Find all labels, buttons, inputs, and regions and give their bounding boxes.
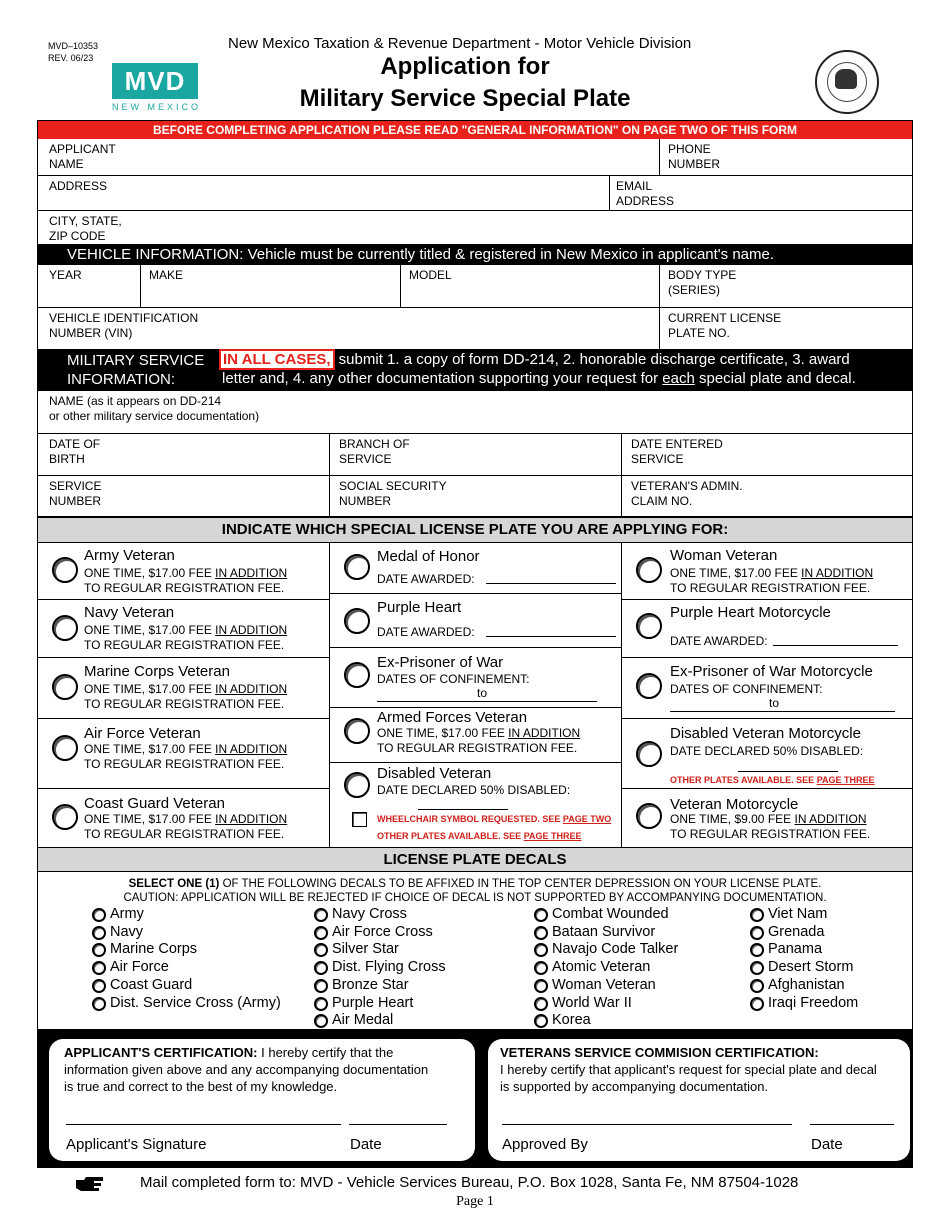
row-divider	[329, 647, 621, 648]
make-field[interactable]	[141, 265, 401, 308]
radio-army[interactable]	[52, 557, 78, 583]
decal-label: Grenada	[768, 923, 825, 940]
page-title	[230, 51, 700, 115]
phone-number-field[interactable]	[660, 139, 912, 176]
military-instructions	[219, 350, 856, 388]
plate-name-ex-pow-motorcycle: Ex-Prisoner of War Motorcycle	[670, 663, 873, 680]
decal-option-dist-service-cross-army[interactable]	[90, 995, 281, 1012]
year-field[interactable]	[38, 265, 141, 308]
claim-number-field[interactable]	[622, 476, 912, 517]
decal-label: Dist. Flying Cross	[332, 959, 446, 976]
decal-label: Woman Veteran	[552, 976, 656, 993]
fee-in-addition: IN ADDITION	[508, 726, 581, 740]
fee-regular: TO REGULAR REGISTRATION FEE.	[670, 581, 871, 595]
address-label: ADDRESS	[49, 179, 108, 193]
date-declared-label: DATE DECLARED 50% DISABLED:	[377, 783, 571, 797]
decal-radio[interactable]	[750, 943, 764, 957]
decal-label: Purple Heart	[332, 994, 414, 1011]
decal-label: Navy	[110, 923, 144, 940]
decal-label: Navy Cross	[332, 906, 407, 922]
decal-option-coast-guard[interactable]	[90, 977, 192, 994]
plates-header: INDICATE WHICH SPECIAL LICENSE PLATE YOU ARE APPLYING FOR:	[38, 517, 912, 543]
plate-name-air-force: Air Force Veteran	[84, 725, 201, 742]
decal-option-dist-flying-cross[interactable]	[312, 959, 446, 976]
plate-name-disabled-veteran-motorcycle: Disabled Veteran Motorcycle	[670, 725, 861, 742]
decal-radio[interactable]	[750, 961, 764, 975]
decal-radio[interactable]	[750, 926, 764, 940]
decal-radio[interactable]	[92, 997, 106, 1011]
plate-fee-marine-corps	[84, 682, 287, 712]
fee-regular: TO REGULAR REGISTRATION FEE.	[377, 741, 578, 755]
decal-option-purple-heart[interactable]	[312, 995, 413, 1012]
decal-option-navy[interactable]	[90, 924, 143, 941]
plate-fee-woman-veteran	[670, 566, 873, 596]
fee-text: ONE TIME, $17.00 FEE	[84, 682, 216, 696]
vsc-date-line[interactable]	[810, 1124, 894, 1125]
decal-label: Navajo Code Talker	[552, 941, 679, 958]
vsc-cert-text-2: is supported by accompanying documentation.	[500, 1079, 769, 1094]
decal-option-bataan-survivor[interactable]	[532, 924, 655, 941]
applicant-cert-text-1: I hereby certify that the	[257, 1045, 394, 1060]
fee-regular: TO REGULAR REGISTRATION FEE.	[84, 827, 285, 841]
decal-option-air-force[interactable]	[90, 959, 169, 976]
plate-name-army: Army Veteran	[84, 547, 175, 564]
to-label: to	[477, 686, 488, 700]
fee-in-addition: IN ADDITION	[215, 623, 288, 637]
decal-label: World War II	[552, 994, 632, 1011]
plates-divider-1	[329, 543, 330, 847]
decals-instr-2: CAUTION: APPLICATION WILL BE REJECTED IF CHOICE OF DECAL IS NOT SUPPORTED BY ACCOMPANYING DOCUMENTATION.	[123, 892, 827, 904]
radio-woman-veteran[interactable]	[636, 557, 662, 583]
applicant-cert-text-3: is true and correct to the best of my knowledge.	[64, 1079, 338, 1094]
radio-ex-pow[interactable]	[344, 662, 370, 688]
seal-eagle-icon	[835, 69, 857, 89]
row-divider	[621, 599, 912, 600]
date-awarded-label: DATE AWARDED:	[377, 625, 475, 639]
decal-radio[interactable]	[534, 908, 548, 922]
decal-option-afghanistan[interactable]	[748, 977, 845, 994]
plate-fee-navy	[84, 623, 287, 653]
decal-radio[interactable]	[314, 926, 328, 940]
notice-bar: BEFORE COMPLETING APPLICATION PLEASE READ "GENERAL INFORMATION" ON PAGE TWO OF THIS FORM	[38, 121, 912, 139]
instr-line-2c: special plate and decal.	[694, 370, 856, 387]
current-plate-label: CURRENT LICENSE PLATE NO.	[668, 311, 782, 340]
in-all-cases-label: IN ALL CASES,	[219, 349, 335, 370]
row-divider	[38, 788, 329, 789]
decal-radio[interactable]	[534, 1014, 548, 1028]
fee-text: ONE TIME, $17.00 FEE	[670, 566, 802, 580]
fee-in-addition: IN ADDITION	[801, 566, 874, 580]
department-name: New Mexico Taxation & Revenue Department - Motor Vehicle Division	[228, 35, 692, 52]
fee-regular: TO REGULAR REGISTRATION FEE.	[84, 697, 285, 711]
fee-regular: TO REGULAR REGISTRATION FEE.	[84, 581, 285, 595]
city-state-zip-field[interactable]	[38, 211, 912, 244]
decal-radio[interactable]	[92, 908, 106, 922]
fee-in-addition: IN ADDITION	[215, 682, 288, 696]
plate-name-armed-forces: Armed Forces Veteran	[377, 709, 528, 726]
branch-label: BRANCH OF SERVICE	[339, 437, 410, 466]
mvd-logo-subtext: NEW MEXICO	[112, 102, 202, 112]
decal-option-air-force-cross[interactable]	[312, 924, 433, 941]
fee-in-addition: IN ADDITION	[215, 812, 288, 826]
vsc-certification	[488, 1039, 910, 1161]
decal-radio[interactable]	[314, 1014, 328, 1028]
confinement-dates-line[interactable]	[670, 711, 895, 712]
wheelchair-note	[377, 814, 611, 824]
plate-name-purple-heart-motorcycle: Purple Heart Motorcycle	[670, 604, 831, 621]
military-bar-label-1: MILITARY SERVICE	[67, 352, 205, 369]
plate-name-woman-veteran: Woman Veteran	[670, 547, 778, 564]
fee-text: ONE TIME, $17.00 FEE	[84, 742, 216, 756]
decal-label: Panama	[768, 941, 823, 958]
email-label: EMAIL ADDRESS	[616, 179, 675, 208]
decal-radio[interactable]	[534, 943, 548, 957]
decal-option-marine-corps[interactable]	[90, 941, 197, 958]
decal-label: Bataan Survivor	[552, 923, 656, 940]
decal-label: Combat Wounded	[552, 906, 669, 922]
year-label: YEAR	[49, 268, 82, 282]
row-divider	[621, 718, 912, 719]
decal-radio[interactable]	[750, 908, 764, 922]
decal-radio[interactable]	[750, 979, 764, 993]
decal-radio[interactable]	[534, 961, 548, 975]
decal-radio[interactable]	[534, 997, 548, 1011]
current-plate-field[interactable]	[660, 308, 912, 349]
fee-in-addition: IN ADDITION	[215, 566, 288, 580]
mail-instructions: Mail completed form to: MVD - Vehicle Services Bureau, P.O. Box 1028, Santa Fe, NM 87504-1028	[140, 1174, 799, 1191]
applicant-cert-text	[64, 1044, 474, 1095]
applicant-cert-title: APPLICANT'S CERTIFICATION:	[64, 1045, 258, 1060]
radio-purple-heart[interactable]	[344, 608, 370, 634]
vsc-cert-text	[500, 1044, 905, 1095]
decal-label: Air Medal	[332, 1012, 394, 1029]
decal-option-navajo-code-talker[interactable]	[532, 941, 678, 958]
decal-radio[interactable]	[314, 908, 328, 922]
decal-option-air-medal[interactable]	[312, 1012, 393, 1029]
fee-regular: TO REGULAR REGISTRATION FEE.	[84, 757, 285, 771]
dd214-name-label-1: NAME (as it appears on DD-214	[49, 394, 222, 408]
footer	[0, 1172, 950, 1222]
form-code	[48, 40, 98, 64]
dd214-name-field[interactable]	[38, 391, 912, 434]
date-declared-line[interactable]	[738, 771, 838, 772]
decal-radio[interactable]	[92, 961, 106, 975]
row-divider	[329, 762, 621, 763]
decal-label: Army	[110, 906, 144, 922]
address-field[interactable]	[38, 176, 610, 211]
applicant-signature-label: Applicant's Signature	[66, 1136, 207, 1153]
dates-confinement-label: DATES OF CONFINEMENT:	[377, 672, 530, 686]
vsc-cert-text-1: I hereby certify that applicant's request for special plate and decal	[500, 1062, 877, 1077]
title-line-2: Military Service Special Plate	[299, 85, 631, 112]
row-divider	[38, 657, 329, 658]
ssn-label: SOCIAL SECURITY NUMBER	[339, 479, 447, 508]
date-entered-field[interactable]	[622, 434, 912, 476]
decals-instr-1: OF THE FOLLOWING DECALS TO BE AFFIXED IN THE TOP CENTER DEPRESSION ON YOUR LICENSE PLATE.	[219, 878, 822, 890]
date-awarded-line[interactable]	[486, 583, 616, 584]
service-number-label: SERVICE NUMBER	[49, 479, 102, 508]
radio-navy[interactable]	[52, 615, 78, 641]
fee-regular: TO REGULAR REGISTRATION FEE.	[670, 827, 871, 841]
plate-name-navy: Navy Veteran	[84, 604, 175, 621]
decal-radio[interactable]	[92, 926, 106, 940]
pointing-hand-icon	[75, 1176, 105, 1192]
wheelchair-checkbox[interactable]	[352, 812, 367, 827]
decal-label: Korea	[552, 1012, 591, 1029]
row-divider	[38, 599, 329, 600]
fee-text: ONE TIME, $17.00 FEE	[377, 726, 509, 740]
decal-label: Dist. Service Cross (Army)	[110, 994, 281, 1011]
email-field[interactable]	[610, 176, 912, 211]
date-entered-label: DATE ENTERED SERVICE	[631, 437, 723, 466]
date-awarded-line[interactable]	[486, 636, 616, 637]
page-three-link[interactable]: PAGE THREE	[816, 775, 875, 785]
dd214-name-label-2: or other military service documentation)	[49, 409, 260, 423]
decal-label: Desert Storm	[768, 959, 854, 976]
date-declared-line[interactable]	[418, 809, 508, 810]
decal-radio[interactable]	[314, 961, 328, 975]
row-divider	[329, 593, 621, 594]
decal-label: Atomic Veteran	[552, 959, 651, 976]
applicant-cert-text-2: information given above and any accompanying documentation	[64, 1062, 429, 1077]
vin-label: VEHICLE IDENTIFICATION NUMBER (VIN)	[49, 311, 199, 340]
fee-in-addition: IN ADDITION	[794, 812, 867, 826]
decal-label: Marine Corps	[110, 941, 198, 958]
vin-field[interactable]	[38, 308, 660, 349]
model-label: MODEL	[409, 268, 452, 282]
decal-option-combat-wounded[interactable]	[532, 906, 669, 923]
decal-radio[interactable]	[750, 997, 764, 1011]
decal-radio[interactable]	[534, 926, 548, 940]
decal-option-navy-cross[interactable]	[312, 906, 407, 923]
decal-option-korea[interactable]	[532, 1012, 591, 1029]
plate-name-medal-of-honor: Medal of Honor	[377, 548, 480, 565]
state-seal-icon	[815, 50, 879, 114]
plate-name-ex-pow: Ex-Prisoner of War	[377, 654, 504, 671]
row-divider	[329, 707, 621, 708]
plate-name-veteran-motorcycle: Veteran Motorcycle	[670, 796, 799, 813]
form-number: MVD–10353	[48, 41, 99, 51]
plate-name-marine-corps: Marine Corps Veteran	[84, 663, 230, 680]
plate-name-coast-guard: Coast Guard Veteran	[84, 795, 225, 812]
page-number: Page 1	[456, 1194, 494, 1209]
other-plates-text: OTHER PLATES AVAILABLE. SEE	[377, 831, 524, 841]
decal-label: Air Force	[110, 959, 169, 976]
plate-name-disabled-veteran: Disabled Veteran	[377, 765, 492, 782]
radio-ex-pow-motorcycle[interactable]	[636, 673, 662, 699]
dob-field[interactable]	[38, 434, 330, 476]
wheelchair-text: WHEELCHAIR SYMBOL REQUESTED. SEE	[377, 814, 563, 824]
decal-radio[interactable]	[314, 943, 328, 957]
decal-radio[interactable]	[314, 979, 328, 993]
instr-line-2a: letter and, 4. any other documentation supporting your request for	[222, 370, 663, 387]
military-bar-label-2: INFORMATION:	[67, 371, 176, 388]
certification-area	[38, 1029, 912, 1167]
plates-divider-2	[621, 543, 622, 847]
body-type-label: BODY TYPE (SERIES)	[668, 268, 737, 297]
decal-label: Iraqi Freedom	[768, 994, 859, 1011]
dob-label: DATE OF BIRTH	[49, 437, 101, 466]
mvd-logo: MVD	[112, 63, 198, 99]
body-type-field[interactable]	[660, 265, 912, 308]
select-one-label: SELECT ONE (1)	[128, 878, 220, 890]
radio-medal-of-honor[interactable]	[344, 554, 370, 580]
row-divider	[38, 718, 329, 719]
radio-armed-forces[interactable]	[344, 718, 370, 744]
make-label: MAKE	[149, 268, 184, 282]
dates-confinement-label: DATES OF CONFINEMENT:	[670, 682, 823, 696]
page-three-link[interactable]: PAGE THREE	[523, 831, 582, 841]
decal-option-silver-star[interactable]	[312, 941, 399, 958]
radio-marine-corps[interactable]	[52, 674, 78, 700]
plate-fee-veteran-motorcycle	[670, 812, 870, 842]
plate-name-purple-heart: Purple Heart	[377, 599, 462, 616]
decal-option-iraqi-freedom[interactable]	[748, 995, 858, 1012]
plate-fee-coast-guard	[84, 812, 287, 842]
decal-label: Afghanistan	[768, 976, 845, 993]
fee-regular: TO REGULAR REGISTRATION FEE.	[84, 638, 285, 652]
decal-option-desert-storm[interactable]	[748, 959, 853, 976]
plate-fee-armed-forces	[377, 726, 580, 756]
phone-label: PHONE NUMBER	[668, 142, 721, 171]
date-awarded-line[interactable]	[773, 645, 898, 646]
applicant-certification	[49, 1039, 475, 1161]
decal-label: Viet Nam	[768, 906, 828, 922]
decal-option-panama[interactable]	[748, 941, 822, 958]
date-declared-label: DATE DECLARED 50% DISABLED:	[670, 744, 864, 758]
fee-text: ONE TIME, $17.00 FEE	[84, 566, 216, 580]
applicant-signature-line[interactable]	[66, 1124, 341, 1125]
decal-radio[interactable]	[92, 943, 106, 957]
application-form	[37, 120, 913, 1168]
model-field[interactable]	[401, 265, 660, 308]
decal-label: Coast Guard	[110, 976, 193, 993]
radio-disabled-veteran-motorcycle[interactable]	[636, 741, 662, 767]
approved-by-line[interactable]	[502, 1124, 792, 1125]
plate-fee-army	[84, 566, 287, 596]
vsc-date-label: Date	[811, 1136, 843, 1153]
radio-air-force[interactable]	[52, 735, 78, 761]
decal-option-atomic-veteran[interactable]	[532, 959, 650, 976]
applicant-name-field[interactable]	[38, 139, 660, 176]
decal-radio[interactable]	[92, 979, 106, 993]
to-label: to	[769, 696, 780, 710]
applicant-date-label: Date	[350, 1136, 382, 1153]
row-divider	[621, 657, 912, 658]
other-plates-text: OTHER PLATES AVAILABLE. SEE	[670, 775, 817, 785]
title-line-1: Application for	[380, 53, 550, 80]
claim-number-label: VETERAN'S ADMIN. CLAIM NO.	[631, 479, 743, 508]
applicant-date-line[interactable]	[349, 1124, 447, 1125]
decal-option-army[interactable]	[90, 906, 144, 923]
radio-disabled-veteran[interactable]	[344, 772, 370, 798]
row-divider	[621, 788, 912, 789]
radio-purple-heart-motorcycle[interactable]	[636, 613, 662, 639]
decal-radio[interactable]	[534, 979, 548, 993]
confinement-dates-line[interactable]	[377, 701, 597, 702]
approved-by-label: Approved By	[502, 1136, 588, 1153]
applicant-name-label: APPLICANT NAME	[49, 142, 116, 171]
fee-text: ONE TIME, $17.00 FEE	[84, 623, 216, 637]
decal-label: Air Force Cross	[332, 923, 433, 940]
decal-option-viet-nam[interactable]	[748, 906, 827, 923]
military-info-bar	[38, 349, 912, 391]
radio-coast-guard[interactable]	[52, 804, 78, 830]
decal-option-woman-veteran[interactable]	[532, 977, 656, 994]
city-label: CITY, STATE, ZIP CODE	[49, 214, 122, 243]
military-bar-label	[67, 351, 204, 389]
date-awarded-label: DATE AWARDED:	[377, 572, 475, 586]
ssn-field[interactable]	[330, 476, 622, 517]
vehicle-info-bar: VEHICLE INFORMATION: Vehicle must be currently titled & registered in New Mexico in applicant's name.	[38, 244, 912, 265]
decal-option-world-war-ii[interactable]	[532, 995, 632, 1012]
decals-header: LICENSE PLATE DECALS	[38, 847, 912, 872]
decal-option-grenada[interactable]	[748, 924, 824, 941]
decal-label: Bronze Star	[332, 976, 409, 993]
decal-option-bronze-star[interactable]	[312, 977, 409, 994]
fee-text: ONE TIME, $9.00 FEE	[670, 812, 795, 826]
revision-date: REV. 06/23	[48, 53, 94, 63]
other-plates-note	[670, 775, 875, 785]
vsc-cert-title: VETERANS SERVICE COMMISION CERTIFICATION:	[500, 1045, 819, 1060]
date-awarded-label: DATE AWARDED:	[670, 634, 768, 648]
fee-text: ONE TIME, $17.00 FEE	[84, 812, 216, 826]
instr-line-1: submit 1. a copy of form DD-214, 2. honorable discharge certificate, 3. award	[334, 351, 850, 368]
decal-radio[interactable]	[314, 997, 328, 1011]
fee-in-addition: IN ADDITION	[215, 742, 288, 756]
page-two-link[interactable]: PAGE TWO	[562, 814, 612, 824]
instr-each: each	[662, 370, 695, 387]
branch-field[interactable]	[330, 434, 622, 476]
decal-label: Silver Star	[332, 941, 399, 958]
service-number-field[interactable]	[38, 476, 330, 517]
plate-fee-air-force	[84, 742, 287, 772]
other-plates-note	[377, 831, 582, 841]
decals-instructions	[38, 877, 912, 905]
radio-veteran-motorcycle[interactable]	[636, 803, 662, 829]
